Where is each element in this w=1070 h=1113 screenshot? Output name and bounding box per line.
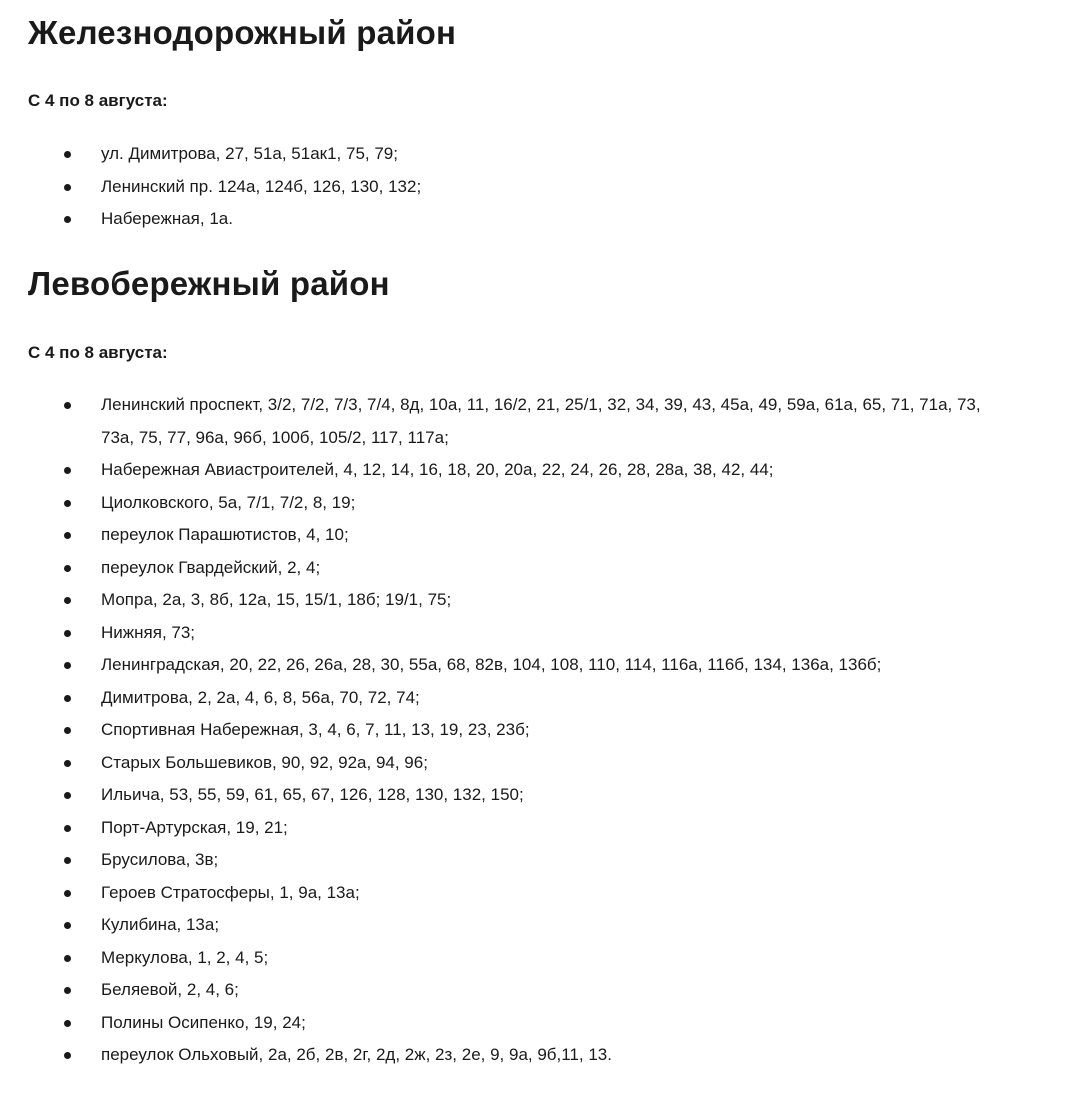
bullet-icon (64, 987, 71, 994)
bullet-icon (64, 890, 71, 897)
address-text: Ленинский пр. 124а, 124б, 126, 130, 132; (101, 176, 422, 196)
address-list-item (0, 812, 1070, 845)
address-list-item (0, 877, 1070, 910)
address-text: Беляевой, 2, 4, 6; (101, 980, 239, 999)
address-list-item (0, 138, 1070, 171)
address-list-item (0, 171, 1070, 204)
address-text: переулок Парашютистов, 4, 10; (101, 525, 349, 544)
bullet-icon (64, 922, 71, 929)
address-list-item (0, 487, 1070, 520)
address-list-item (0, 203, 1070, 236)
bullet-icon (64, 565, 71, 572)
address-list-item (0, 942, 1070, 975)
address-text: Набережная Авиастроителей, 4, 12, 14, 16, 18, 20, 20а, 22, 24, 26, 28, 28а, 38, 42, 44; (101, 460, 774, 479)
bullet-icon (64, 825, 71, 832)
district-title: Железнодорожный район (28, 14, 457, 51)
bullet-icon (64, 467, 71, 474)
bullet-icon (64, 532, 71, 539)
address-list-item (0, 1039, 1070, 1072)
address-list-item (0, 389, 1070, 454)
address-text: Героев Стратосферы, 1, 9а, 13а; (101, 882, 360, 902)
address-text: переулок Гвардейский, 2, 4; (101, 557, 321, 577)
address-text: Ленинградская, 20, 22, 26, 26а, 28, 30, 55а, 68, 82в, 104, 108, 110, 114, 116а, 116б, 134, 136а, 136б; (101, 655, 882, 674)
bullet-icon (64, 695, 71, 702)
bullet-icon (64, 857, 71, 864)
address-text: Ленинский проспект, 3/2, 7/2, 7/3, 7/4, 8д, 10а, 11, 16/2, 21, 25/1, 32, 34, 39, 43, 45а, 49, 59а, 61а, 65, 71, 71а, 73, 73а, 75, 77, 96а, 96б, 100б, 105/2, 117, 117а; (101, 395, 981, 447)
district-title: Левобережный район (28, 265, 390, 302)
address-list-item (0, 844, 1070, 877)
address-text: переулок Ольховый, 2а, 2б, 2в, 2г, 2д, 2ж, 2з, 2е, 9, 9а, 9б,11, 13. (101, 1045, 612, 1064)
bullet-icon (64, 955, 71, 962)
bullet-icon (64, 597, 71, 604)
address-list (0, 389, 1070, 1072)
address-list-item (0, 617, 1070, 650)
address-list-item (0, 519, 1070, 552)
address-list-item (0, 779, 1070, 812)
address-list (0, 138, 1070, 236)
address-text: Порт-Артурская, 19, 21; (101, 817, 288, 837)
address-list-item (0, 747, 1070, 780)
address-text: Полины Осипенко, 19, 24; (101, 1012, 306, 1032)
bullet-icon (64, 760, 71, 767)
bullet-icon (64, 500, 71, 507)
date-range-label: С 4 по 8 августа: (28, 91, 168, 110)
bullet-icon (64, 792, 71, 799)
address-list-item (0, 649, 1070, 682)
address-text: Циолковского, 5а, 7/1, 7/2, 8, 19; (101, 492, 356, 512)
address-text: Меркулова, 1, 2, 4, 5; (101, 947, 269, 967)
address-list-item (0, 974, 1070, 1007)
address-text: Старых Большевиков, 90, 92, 92а, 94, 96; (101, 752, 428, 772)
address-list-item (0, 584, 1070, 617)
bullet-icon (64, 151, 71, 158)
bullet-icon (64, 216, 71, 223)
bullet-icon (64, 184, 71, 191)
address-text: Димитрова, 2, 2а, 4, 6, 8, 56а, 70, 72, 74; (101, 687, 420, 707)
bullet-icon (64, 662, 71, 669)
address-text: Спортивная Набережная, 3, 4, 6, 7, 11, 13, 19, 23, 23б; (101, 720, 530, 739)
bullet-icon (64, 1052, 71, 1059)
address-text: Нижняя, 73; (101, 622, 196, 642)
bullet-icon (64, 630, 71, 637)
address-list-item (0, 682, 1070, 715)
address-text: Кулибина, 13а; (101, 915, 220, 934)
address-list-item (0, 909, 1070, 942)
bullet-icon (64, 402, 71, 409)
address-text: Мопра, 2а, 3, 8б, 12а, 15, 15/1, 18б; 19/1, 75; (101, 590, 452, 609)
bullet-icon (64, 727, 71, 734)
address-list-item (0, 552, 1070, 585)
bullet-icon (64, 1020, 71, 1027)
address-list-item (0, 454, 1070, 487)
address-list-item (0, 714, 1070, 747)
address-text: Ильича, 53, 55, 59, 61, 65, 67, 126, 128, 130, 132, 150; (101, 785, 524, 804)
address-text: Набережная, 1а. (101, 209, 233, 228)
address-list-item (0, 1007, 1070, 1040)
address-text: ул. Димитрова, 27, 51а, 51ак1, 75, 79; (101, 144, 398, 163)
date-range-label: С 4 по 8 августа: (28, 343, 168, 362)
address-text: Брусилова, 3в; (101, 850, 219, 869)
